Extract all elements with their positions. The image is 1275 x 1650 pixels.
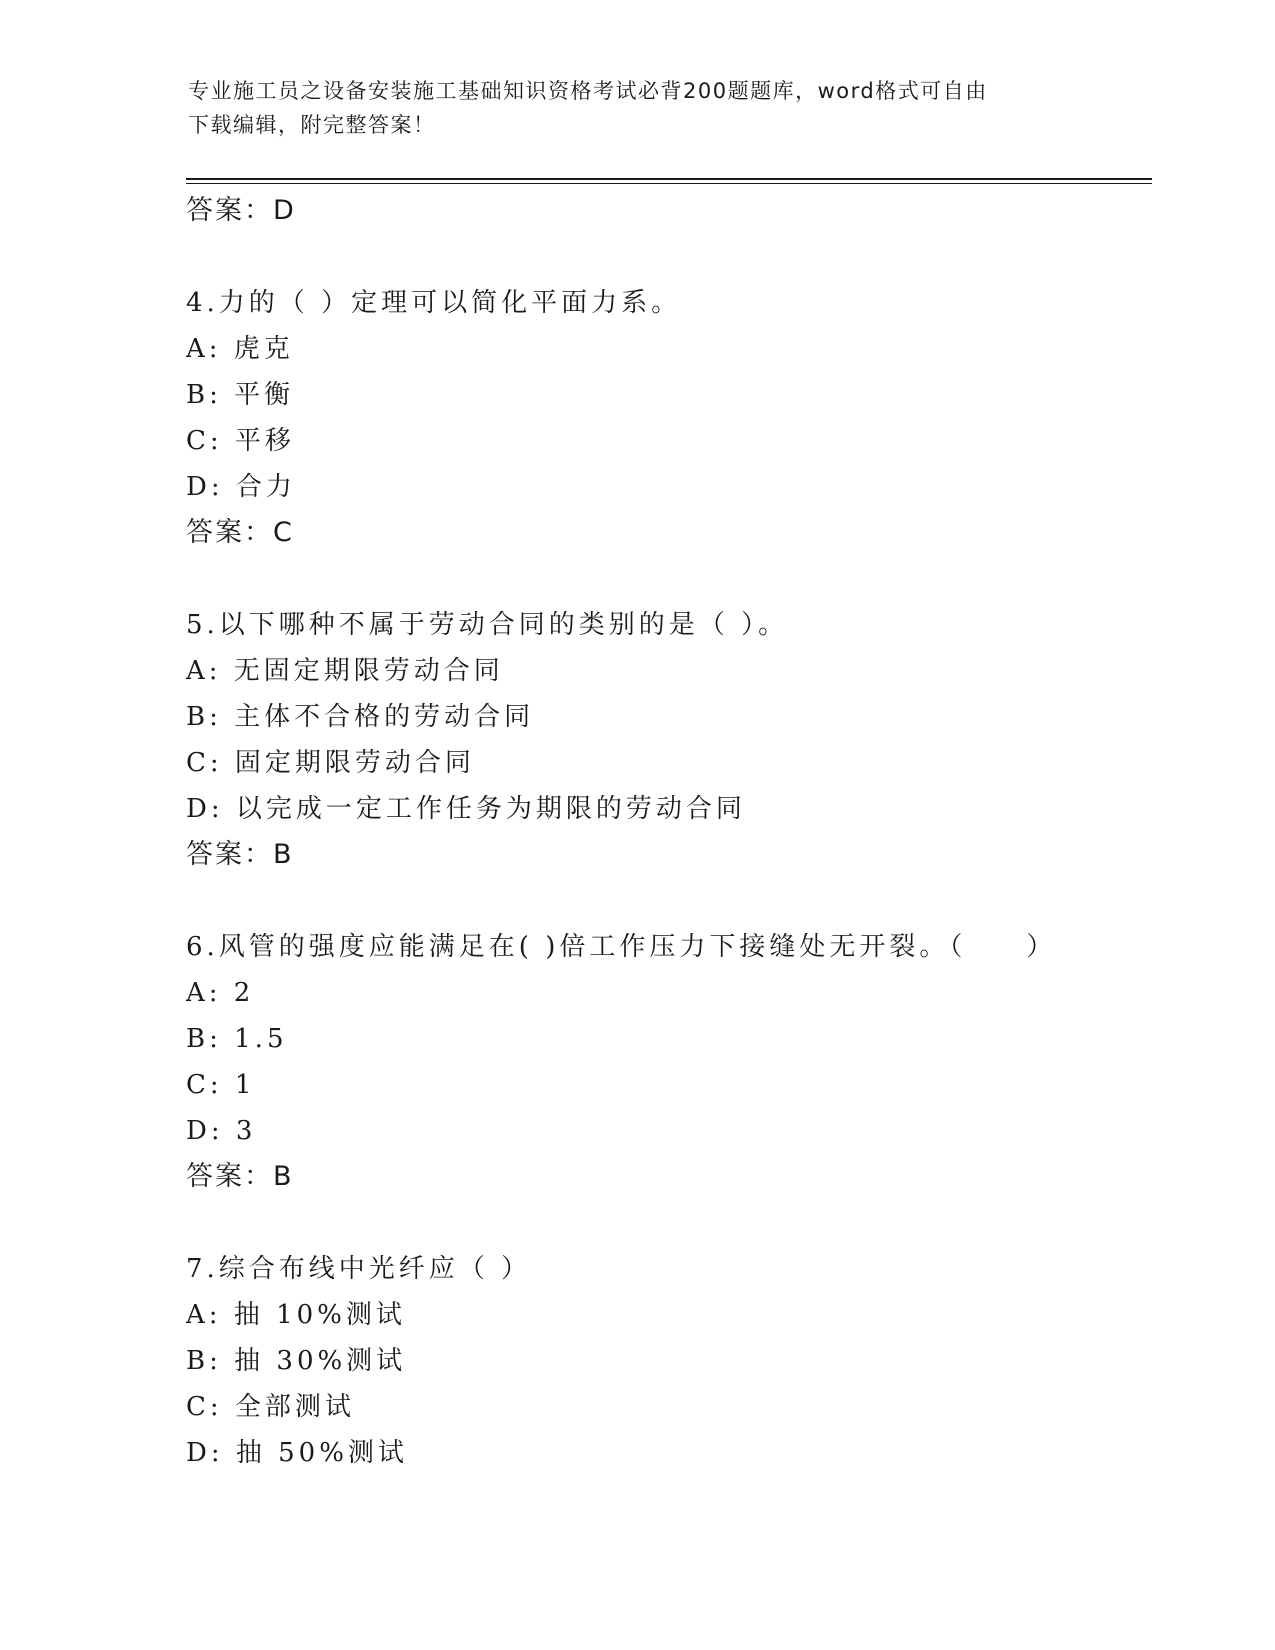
option-d: D: 合力 bbox=[186, 472, 296, 502]
question-stem: 5.以下哪种不属于劳动合同的类别的是（ ）。 bbox=[186, 610, 789, 640]
spacer bbox=[186, 556, 1146, 602]
option-b: B: 1.5 bbox=[186, 1024, 288, 1054]
question-block-6 bbox=[186, 924, 1146, 1200]
spacer bbox=[186, 878, 1146, 924]
option-b: B: 平衡 bbox=[186, 380, 295, 410]
header-divider-thin bbox=[186, 183, 1152, 184]
question-stem: 7.综合布线中光纤应（ ） bbox=[186, 1254, 532, 1284]
question-stem: 4.力的（ ）定理可以简化平面力系。 bbox=[186, 288, 682, 318]
option-a: A: 抽 10%测试 bbox=[186, 1300, 406, 1330]
option-a: A: 虎克 bbox=[186, 334, 294, 364]
option-b: B: 主体不合格的劳动合同 bbox=[186, 702, 535, 732]
question-block-5 bbox=[186, 602, 1146, 878]
answer-line: 答案：C bbox=[186, 517, 294, 548]
header-line-1: 专业施工员之设备安装施工基础知识资格考试必背200题题库，word格式可自由 bbox=[188, 79, 988, 103]
option-d: D: 抽 50%测试 bbox=[186, 1438, 408, 1468]
option-c: C: 全部测试 bbox=[186, 1392, 355, 1422]
previous-answer: 答案：D bbox=[186, 195, 296, 226]
option-c: C: 1 bbox=[186, 1070, 256, 1100]
option-d: D: 以完成一定工作任务为期限的劳动合同 bbox=[186, 794, 746, 824]
header-divider-thick bbox=[186, 178, 1152, 180]
answer-line: 答案：B bbox=[186, 839, 294, 870]
spacer bbox=[186, 234, 1146, 280]
answer-line: 答案：B bbox=[186, 1161, 294, 1192]
option-a: A: 2 bbox=[186, 978, 255, 1008]
header-line-2: 下载编辑，附完整答案！ bbox=[188, 113, 436, 137]
spacer bbox=[186, 1200, 1146, 1246]
option-b: B: 抽 30%测试 bbox=[186, 1346, 407, 1376]
option-a: A: 无固定期限劳动合同 bbox=[186, 656, 504, 686]
question-block-7 bbox=[186, 1246, 1146, 1476]
document-header bbox=[188, 74, 1088, 142]
question-stem: 6.风管的强度应能满足在( )倍工作压力下接缝处无开裂。（ ） bbox=[186, 932, 1057, 962]
question-block-4 bbox=[186, 280, 1146, 556]
option-c: C: 平移 bbox=[186, 426, 295, 456]
question-list bbox=[186, 188, 1146, 1476]
option-d: D: 3 bbox=[186, 1116, 257, 1146]
option-c: C: 固定期限劳动合同 bbox=[186, 748, 475, 778]
